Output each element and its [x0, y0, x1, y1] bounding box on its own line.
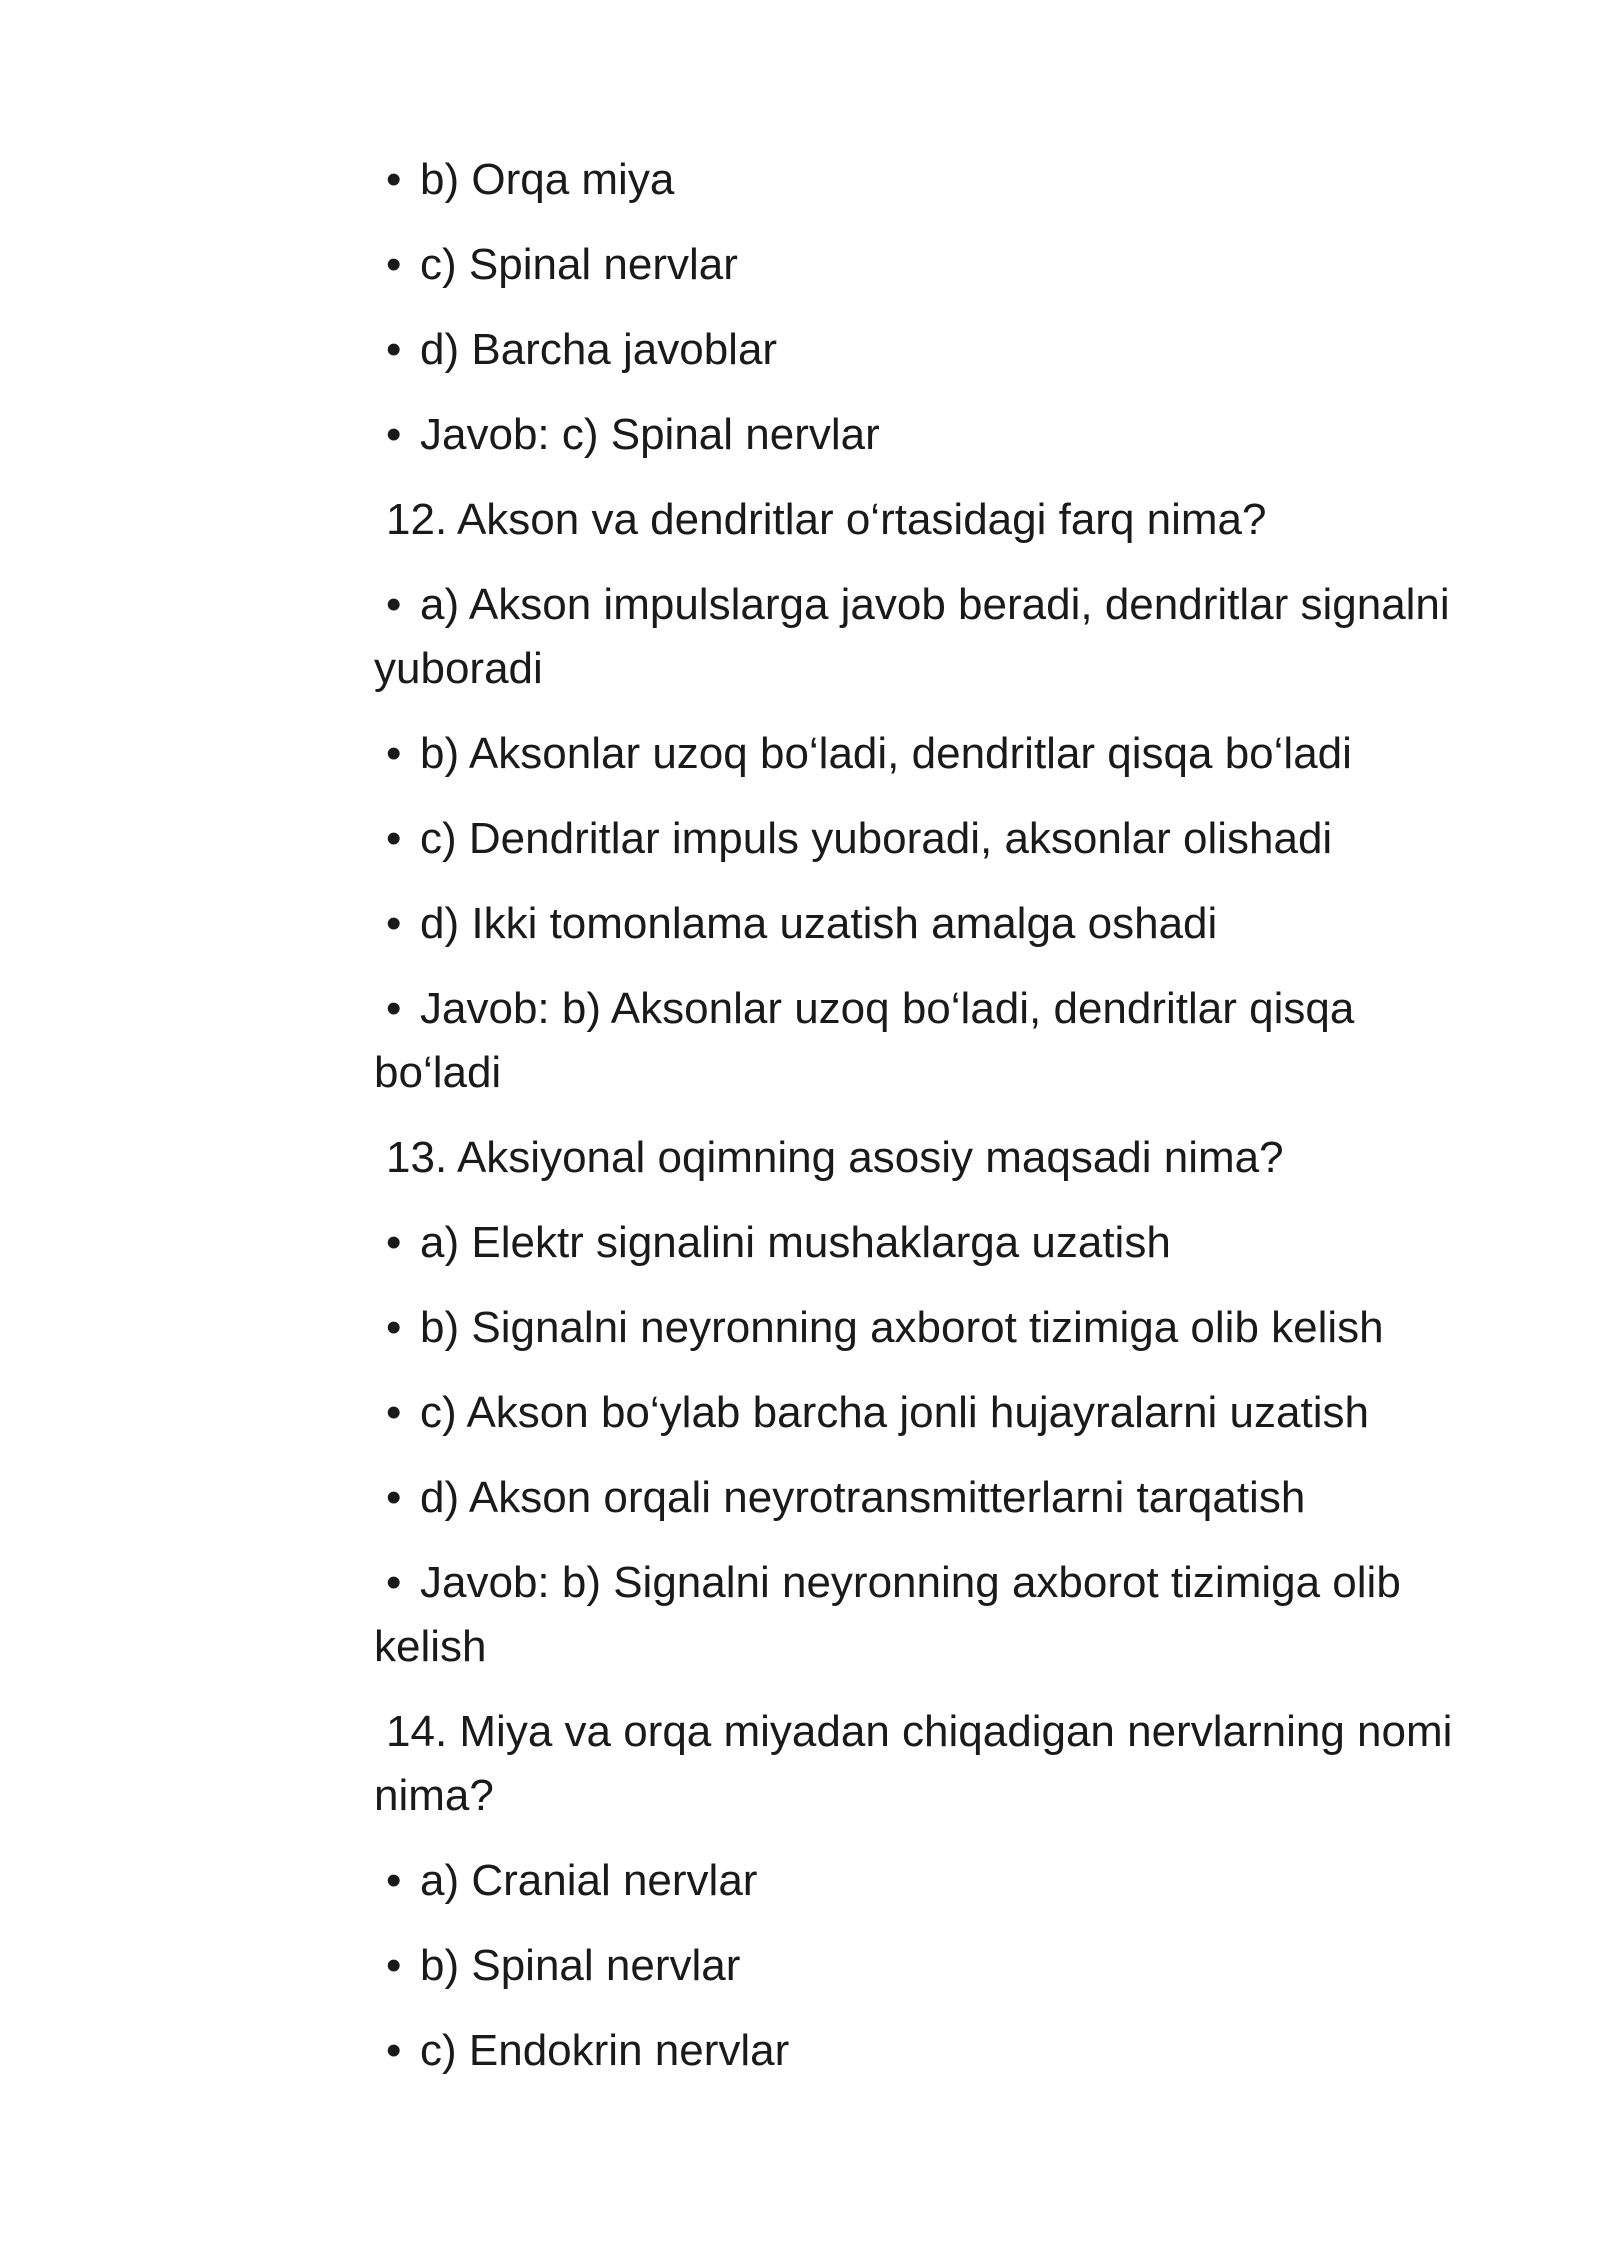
- bullet-item: [374, 1381, 1474, 1445]
- bullet-text: c) Akson bo‘ylab barcha jonli hujayralarni uzatish: [420, 1388, 1369, 1437]
- bullet-item: [374, 1466, 1474, 1530]
- bullet-icon: •: [386, 410, 402, 459]
- bullet-text: b) Signalni neyronning axborot tizimiga olib kelish: [420, 1303, 1384, 1352]
- answer-item: [374, 977, 1474, 1105]
- bullet-text: b) Spinal nervlar: [420, 1941, 741, 1990]
- answer-text: Javob: b) Signalni neyronning axborot tizimiga olib kelish: [374, 1558, 1401, 1671]
- bullet-icon: •: [386, 1856, 402, 1905]
- bullet-item: [374, 892, 1474, 956]
- bullet-text: d) Barcha javoblar: [420, 325, 778, 374]
- bullet-text: b) Aksonlar uzoq bo‘ladi, dendritlar qisqa bo‘ladi: [420, 729, 1352, 778]
- question-heading: 14. Miya va orqa miyadan chiqadigan nervlarning nomi nima?: [374, 1707, 1453, 1820]
- answer-text: Javob: c) Spinal nervlar: [420, 410, 880, 459]
- bullet-icon: •: [386, 984, 402, 1033]
- bullet-text: c) Dendritlar impuls yuboradi, aksonlar olishadi: [420, 814, 1333, 863]
- bullet-icon: •: [386, 899, 402, 948]
- bullet-text: a) Cranial nervlar: [420, 1856, 758, 1905]
- bullet-icon: •: [386, 580, 402, 629]
- answer-item: [374, 1551, 1474, 1679]
- bullet-text: d) Akson orqali neyrotransmitterlarni tarqatish: [420, 1473, 1306, 1522]
- bullet-icon: •: [386, 1303, 402, 1352]
- bullet-item: [374, 807, 1474, 871]
- bullet-icon: •: [386, 1218, 402, 1267]
- bullet-item: [374, 318, 1474, 382]
- question-heading: 13. Aksiyonal oqimning asosiy maqsadi nima?: [386, 1133, 1284, 1182]
- bullet-item: [374, 1934, 1474, 1998]
- bullet-item: [374, 1849, 1474, 1913]
- bullet-icon: •: [386, 240, 402, 289]
- bullet-text: d) Ikki tomonlama uzatish amalga oshadi: [420, 899, 1218, 948]
- bullet-item: [374, 1211, 1474, 1275]
- bullet-icon: •: [386, 325, 402, 374]
- bullet-icon: •: [386, 155, 402, 204]
- bullet-item: [374, 1296, 1474, 1360]
- bullet-text: c) Spinal nervlar: [420, 240, 738, 289]
- bullet-item: [374, 722, 1474, 786]
- bullet-item: [374, 573, 1474, 701]
- bullet-icon: •: [386, 1388, 402, 1437]
- bullet-icon: •: [386, 814, 402, 863]
- bullet-text: c) Endokrin nervlar: [420, 2026, 790, 2075]
- bullet-text: b) Orqa miya: [420, 155, 675, 204]
- bullet-icon: •: [386, 1941, 402, 1990]
- question-heading: 12. Akson va dendritlar o‘rtasidagi farq nima?: [386, 495, 1267, 544]
- bullet-item: [374, 233, 1474, 297]
- bullet-icon: •: [386, 1558, 402, 1607]
- bullet-item: [374, 148, 1474, 212]
- bullet-text: a) Akson impulslarga javob beradi, dendritlar signalni yuboradi: [374, 580, 1450, 693]
- bullet-icon: •: [386, 1473, 402, 1522]
- bullet-icon: •: [386, 2026, 402, 2075]
- bullet-icon: •: [386, 729, 402, 778]
- answer-item: [374, 403, 1474, 467]
- bullet-item: [374, 2019, 1474, 2083]
- bullet-text: a) Elektr signalini mushaklarga uzatish: [420, 1218, 1171, 1267]
- answer-text: Javob: b) Aksonlar uzoq bo‘ladi, dendritlar qisqa bo‘ladi: [374, 984, 1355, 1097]
- document-page: [374, 148, 1474, 2104]
